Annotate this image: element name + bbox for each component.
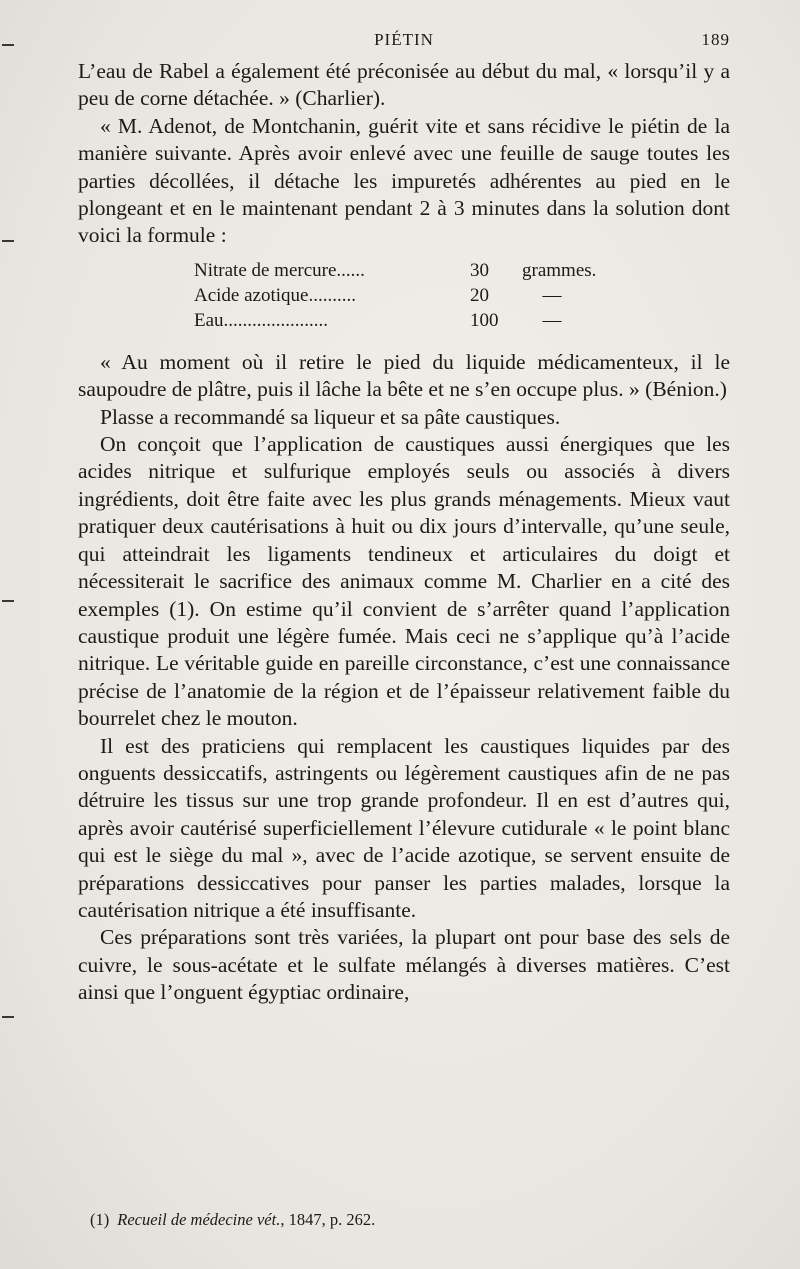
paragraph: Plasse a recommandé sa liqueur et sa pâte caustiques. <box>100 404 561 429</box>
running-title: PIÉTIN <box>374 30 434 49</box>
running-header <box>78 30 730 56</box>
paragraph: L’eau de Rabel a également été préconisée au début du mal, « lorsqu’il y a peu de corne détachée. » (Charlier). <box>78 59 730 111</box>
ingredient-unit: — <box>542 309 562 331</box>
ingredient-name: Eau...................... <box>194 309 329 331</box>
paragraph: Ces préparations sont très variées, la plupart ont pour base des sels de cuivre, le sous-acétate et le sulfate mélangés à diverses matières. C’est ainsi que l’onguent égyptiac ordinaire, <box>78 925 730 1005</box>
margin-mark <box>2 600 14 602</box>
formula-row <box>194 308 614 333</box>
ingredient-unit: — <box>542 284 562 306</box>
paragraph: Il est des praticiens qui remplacent les caustiques liquides par des onguents dessiccatifs, astringents ou légèrement caustiques afin de ne pas détruire les tissus sur une trop grande profondeur. Il en est d’autres qui, après avoir cautérisé superficiellement l’élevure cutidurale « le point blanc qui est le siège du mal », avec de l’acide azotique, se servent ensuite de préparations dessiccatives pour panser les parties malades, lorsque la cautérisation nitrique a été insuffisante. <box>78 733 730 922</box>
body-text <box>78 58 730 1007</box>
ingredient-name: Acide azotique.......... <box>194 284 356 306</box>
ingredient-quantity: 20 <box>470 284 489 306</box>
page-number: 189 <box>701 30 730 49</box>
footnote-details: , 1847, p. 262. <box>280 1210 376 1229</box>
formula-table <box>194 258 614 333</box>
ingredient-unit: grammes. <box>522 259 597 281</box>
paragraph: On conçoit que l’application de caustiques aussi énergiques que les acides nitrique et sulfurique employés seuls ou associés à divers ingrédients, doit être faite avec les plus grands ménagements. Mieux vaut pratiquer deux cautérisations à huit ou dix jours d’intervalle, qu’une seule, qui atteindrait les ligaments tendineux et articulaires du doigt et nécessiterait le sacrifice des animaux comme M. Charlier en a cité des exemples (1). On estime qu’il convient de s’arrêter quand l’application caustique produit une légère fumée. Mais ceci ne s’applique qu’à l’acide nitrique. Le véritable guide en pareille circonstance, c’est une connaissance précise de l’anatomie de la région et de l’épaisseur relativement faible du bourrelet chez le mouton. <box>78 432 730 731</box>
margin-mark <box>2 1016 14 1018</box>
paragraph: « M. Adenot, de Montchanin, guérit vite et sans récidive le piétin de la manière suivante. Après avoir enlevé avec une feuille de sauge toutes les parties décollées, il détache les impuretés adhérentes au pied en le plongeant et en le maintenant pendant 2 à 3 minutes dans la solution dont voici la formule : <box>78 113 730 248</box>
footnote-source: Recueil de médecine vét. <box>117 1210 281 1229</box>
paragraph: « Au moment où il retire le pied du liquide médicamenteux, il le saupoudre de plâtre, puis il lâche la bête et ne s’en occupe plus. » (Bénion.) <box>78 349 730 402</box>
margin-mark <box>2 240 14 242</box>
ingredient-quantity: 30 <box>470 259 489 281</box>
footnote <box>90 1210 730 1230</box>
margin-mark <box>2 44 14 46</box>
ingredient-name: Nitrate de mercure...... <box>194 259 365 281</box>
formula-row <box>194 258 614 283</box>
footnote-number: (1) <box>90 1210 110 1229</box>
ingredient-quantity: 100 <box>470 309 499 331</box>
formula-row <box>194 283 614 308</box>
